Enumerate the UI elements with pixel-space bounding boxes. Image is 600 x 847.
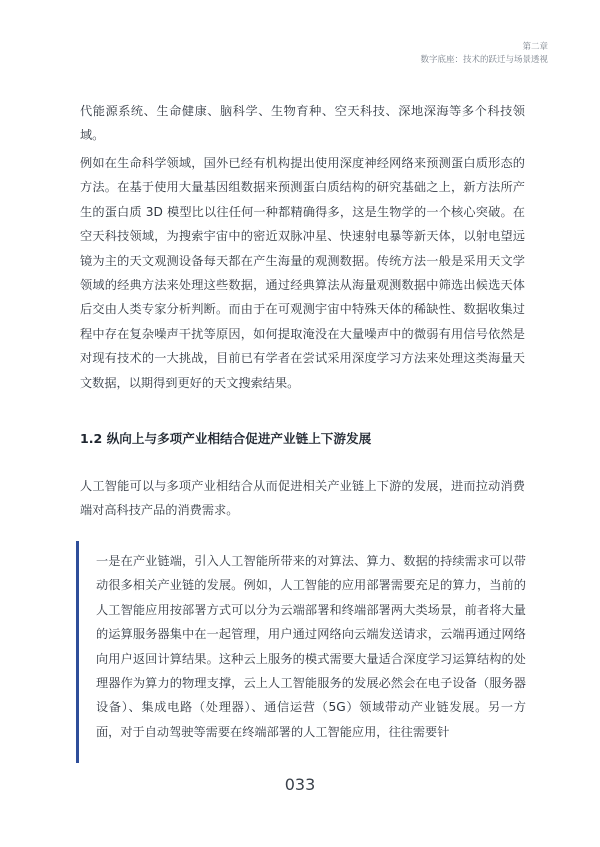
paragraph-industry-chain: 一是在产业链端，引入人工智能所带来的对算法、算力、数据的持续需求可以带动很多相关产业链的发展。例如，人工智能的应用部署需要充足的算力，当前的人工智能应用按部署方式可以分为云端部署和终端部署两大类场景，前者将大量的运算服务器集中在一起管理，用户通过网络向云端发送请求，云端再通过网络向用户返回计算结果。这种云上服务的模式需要大量适合深度学习运算结构的处理器作为算力的物理支撑，云上人工智能服务的发展必然会在电子设备（服务器设备）、集成电路（处理器）、通信运营（5G）领域带动产业链发展。另一方面，对于自动驾驶等需要在终端部署的人工智能应用，往往需要针 [96,554,526,739]
paragraph-continuation: 代能源系统、生命健康、脑科学、生物育种、空天科技、深地深海等多个科技领域。 [80,104,525,143]
section-heading: 1.2 纵向上与多项产业相结合促进产业链上下游发展 [80,431,372,446]
chapter-subtitle: 数字底座：技术的跃迁与场景透视 [420,55,548,65]
chapter-label: 第二章 [522,42,548,52]
paragraph-industry-intro: 人工智能可以与多项产业相结合从而促进相关产业链上下游的发展，进而拉动消费端对高科技产品的消费需求。 [80,479,525,518]
running-header [420,41,548,67]
page-number: 033 [284,775,316,794]
quote-accent-bar [76,541,79,763]
paragraph-life-science: 例如在生命科学领域，国外已经有机构提出使用深度神经网络来预测蛋白质形态的方法。在基于使用大量基因组数据来预测蛋白质结构的研究基础之上，新方法所产生的蛋白质 3D 模型比以往任何一种都精确得多，这是生物学的一个核心突破。在空天科技领域，为搜索宇宙中的密近双脉冲星、快速射电暴等新天体，以射电望远镜为主的天文观测设备每天都在产生海量的观测数据。传统方法一般是采用天文学领域的经典方法来处理这些数据，通过经典算法从海量观测数据中筛选出候选天体后交由人类专家分析判断。而由于在可观测宇宙中特殊天体的稀缺性、数据收集过程中存在复杂噪声干扰等原因，如何提取淹没在大量噪声中的微弱有用信号依然是对现有技术的一大挑战，目前已有学者在尝试采用深度学习方法来处理这类海量天文数据，以期得到更好的天文搜索结果。 [80,156,525,390]
